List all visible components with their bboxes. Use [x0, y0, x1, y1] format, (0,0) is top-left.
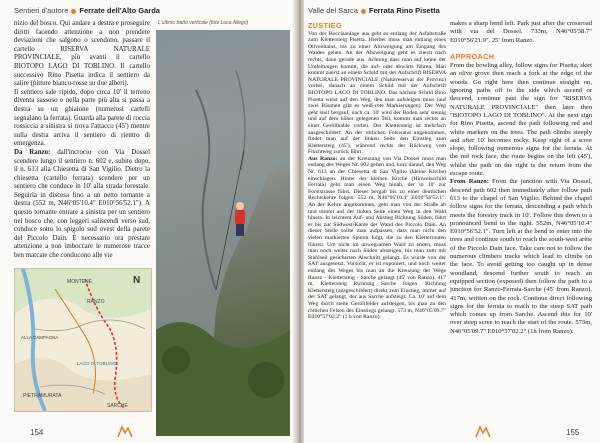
- map-label-ranzo: RANZO: [87, 299, 105, 305]
- left-page-number: 154: [30, 428, 44, 437]
- ranzo-de-paragraph: [308, 156, 446, 321]
- english-column-text: [450, 20, 592, 336]
- route-map: [14, 268, 152, 412]
- left-header-title: Ferrate dell'Alto Garda: [79, 6, 160, 15]
- right-header-title: Ferrata Rino Pisetta: [368, 6, 440, 15]
- map-forest-area: [15, 269, 151, 318]
- from-ranzo-text: From the junction with Via Dossel, descend path 602 then immediately after follow path 613 to the chapel of San Vigilio. Behind the chapel follow signs for the ferrata, descending a path which meets the forestry track in 10'. Follow this down to a pronounced bend to the right. 552m, N46°05'10.4" E010°56'52.1". Turn left at the bend to enter into the trees and continue south to reach the south-west arête of the Piccolo Dain face. Take care not to follow the numerous climbers tracks which lead to climbs on the face. To avoid getting too caught up in dense woodland, descend further south to reach an equipped section (exposed) then follow the path to a junction for Ranzo-Ferrata-Sarche (45' from Ranzo). 417m, written on the rock. Continue direct following signs for the ferrata to reach to the steep SAT path which comes up from Sarche. Ascend this for 10' over steep scree to reach the start of the route. 573m, N46°05'09.7" E010°57'02.2" (1h from Ranzo).: [450, 178, 592, 335]
- left-paragraph-2: Il sentiero sale ripido, dopo circa 10' il terreno diventa sassoso e nella parte più alta si passa a destra su un ghiaione (numerosi cartelli segnalano la ferrata). Guarda alla parete di roccia rossiccia a sinistra si trova l'attacco (45') mentre sulla destra arriva il sentiero di rientro di emergenza.: [14, 88, 150, 148]
- climber-legs: [236, 224, 244, 236]
- orange-dot-icon: [71, 9, 76, 14]
- right-header-label: Valle del Sarca: [308, 6, 358, 15]
- tree-canopy: [162, 346, 190, 374]
- approach-text: From the bowling alley, follow signs for Pisetta, skirt an olive grove then reach a fork at the edge of the woods. Go right here then continue straight on, ignoring paths off to the side which ascend or descend, continue past the sign for "RISERVA NATURALE PROVINCIALE" then later then "BIOTOPO LAGO DI TOBLINO". At the next sign for Rino Pisetta, ascend the path following red and white markers on the trees. The path climbs steeply and after 10' becomes rocky. Keep right of a scree slope, following numerous signs for the ferrata. At the red rock face, the route begins on the left (45'), whilst the path on the right is the return from the escape route.: [450, 62, 592, 178]
- tree-canopy-2: [248, 362, 284, 398]
- right-page-number: 155: [566, 428, 580, 437]
- zustieg-heading: ZUSTIEG: [308, 21, 342, 30]
- climbing-photo-svg: [156, 30, 290, 436]
- ranzo-de-label: Aus Ranzo:: [308, 155, 338, 162]
- photo-caption: L'ultimo tratto verticale (foto Luca Allegri): [158, 20, 249, 26]
- climber-body: [235, 210, 245, 224]
- climber-head: [236, 202, 244, 210]
- map-label-sarche: SARCHE: [107, 403, 128, 409]
- right-page: [304, 0, 600, 443]
- continued-text: makes a sharp bend left. Park just after the crossroad with via del Dossel. 733m, N46°05'38.7" E010°56'21.9". 25' from Ranzo.: [450, 20, 592, 44]
- map-contour-line: [35, 320, 145, 331]
- left-header-label: Sentieri d'autore: [14, 6, 69, 15]
- orange-dot-icon-2: [361, 9, 366, 14]
- right-page-header: [308, 6, 440, 15]
- left-page: [0, 0, 296, 443]
- route-map-svg: [15, 269, 151, 411]
- publisher-logo-icon: [116, 425, 134, 439]
- ranzo-de-text: an der Kreuzung von Via Dossel muss man entlang des Weges Nr. 602 gehen und, kurz darauf, den Weg Nr. 613 an der Chiesetta di San Vigilio (kleine Kirche) einschlagen. Hinter der kleinen Kirche (Hinweisschild Ferrata) geht man einen Weg hinab, der in 10' zur Forststrasse führt. Dieser bergab bis zu einer deutlichen Rechtskehre folgen: 552 m, N46°05'10.4" E010°56'52.1". An der Kehre angekommen, geht man von der Straße ab und nimmt auf der linken Seite einen Weg in den Wald hinein. In leichtem Auf- und Abstieg Richtung Süden, führt er bis zur Südwest-Kante der Wand des Piccolo Dain. An dieser Stelle sollte man aufpassen, dass man nicht den vielen markierten Spuren folgt, die zu den Kletterrouten führen. Um nicht im unwegsamen Wald zu enden, muss man noch weiter nach Süden absteigen, bis man zum mit Stahlseil gesicherten Abschnitt gelangt. Es wurde von der SAT ausgesetzt. Vorsicht, er ist exponiert, und noch weiter entlang des Weges bis man an die Kreuzung der Wege Ranzo - Klettersteig - Sarche gelangt (45' von Ranzo). 417 m, Klettersteig Richtung Sarche folgen. Richtung Klettersteig (ausgeschildert) direkt zum Einstieg, immer auf der SAT gelangt, der aus Sarche aufsteigt. Ca. 10' auf dem Weg durch steile Geröllfelder aufsteigen, bis man zu den rötlichen Felsen des Einstiegs gelangt. 573 m, N46°05'09.7" E010°57'02.2" (1 h von Ranzo).: [308, 155, 447, 321]
- left-paragraph-1: nizio del bosco. Qui andare a destra e proseguire diritti facendo attenzione a non prendere deviazioni che salgono o scendono, passare il cartello RISERVA NATURALE PROVINCIALE, più avanti il cartello BIOTOPO LAGO DI TOBLINO. Il cartello successivo Rino Pisetta indica il sentiero da salire (pitture bianco-rosse su due alberi).: [14, 20, 150, 88]
- ranzo-text: dall'incrocio con Via Dossel scendere lungo il sentiero n. 602 e, subito dopo, il n. 613 alla Chiesetta di San Vigilio. Dietro la chiesetta (cartello ferrata) scendere per un sentiero che conduce in 10' alla strada forestale. Seguirla in discesa fino a un netto tornante a destra (552 m, N46°05'10.4" E010°56'52.1"). A questo tornante entrare a sinistra per un sentiero nel bosco che, con leggeri saliscendi verso sud, conduce sotto lo spigolo sud ovest della parete del Piccolo Dain. È necessario ora prestare attenzione a non imboccare le numerose tracce ben marcate che conducono alle vie: [14, 148, 150, 260]
- climbing-photo: [156, 30, 290, 436]
- from-ranzo-label: From Ranzo:: [450, 178, 489, 186]
- zustieg-text: Von der Bocciaanlage aus geht es entlang der Asfaltstraße zum Klettersteig Pisetta. Hierbei muss man entlang eines Olivenhains, bis zu einer Abzweigung am Eingang des Waldes gehen. An der Abzweigung geht es zuerst nach rechts, dann gerade aus. Achtung dass man auf keine der Umleitungen kommt, die auf- oder abwärts führen. Man kommt zuerst an einem Schild mit der Aufschrift RISERVA NATURALE PROVINCIALE (Naturreservat der Provinz) vorbei, danach an einem Schild mit der Aufschrift BIOTOPO LAGO DI TOBLINO. Das nächste Schild Rino Pisetta weist auf den Weg, den man aufsteigen muss (auf zwei Bäumen gibt es weiß-rote Markierungen). Der Weg geht steil bergauf, nach ca. 10' wird der Boden sehr steinig und auf dem höher gelegenen Teil, kommt man rechts an einer Geröllhalde vorbei. Der Klettersteig ist mehrfach ausgeschildert. An der rötlichen Felswand angekommen, findet man auf der linken Seite den Einstieg zum Klettersteig (45'), während rechts der Rückweg vom Fluchtweg zurück führt.: [308, 30, 446, 156]
- left-column-text: [14, 20, 150, 261]
- map-label-lake: LAGO DI TOBLINO: [77, 361, 117, 366]
- map-label-pietramurata: PIETRAMURATA: [23, 393, 62, 399]
- from-ranzo-paragraph: [450, 178, 592, 336]
- left-page-header: [14, 6, 160, 15]
- approach-heading: APPROACH: [450, 51, 495, 61]
- german-column-text: [308, 20, 446, 321]
- map-north-arrow: N: [133, 275, 141, 286]
- map-label-campagna: ALLA CAMPAGNA: [21, 335, 59, 340]
- publisher-logo-icon-2: [474, 425, 492, 439]
- map-label-montene: MONTENE: [67, 279, 92, 285]
- left-paragraph-3: [14, 149, 150, 261]
- ranzo-label: Da Ranzo:: [14, 148, 51, 156]
